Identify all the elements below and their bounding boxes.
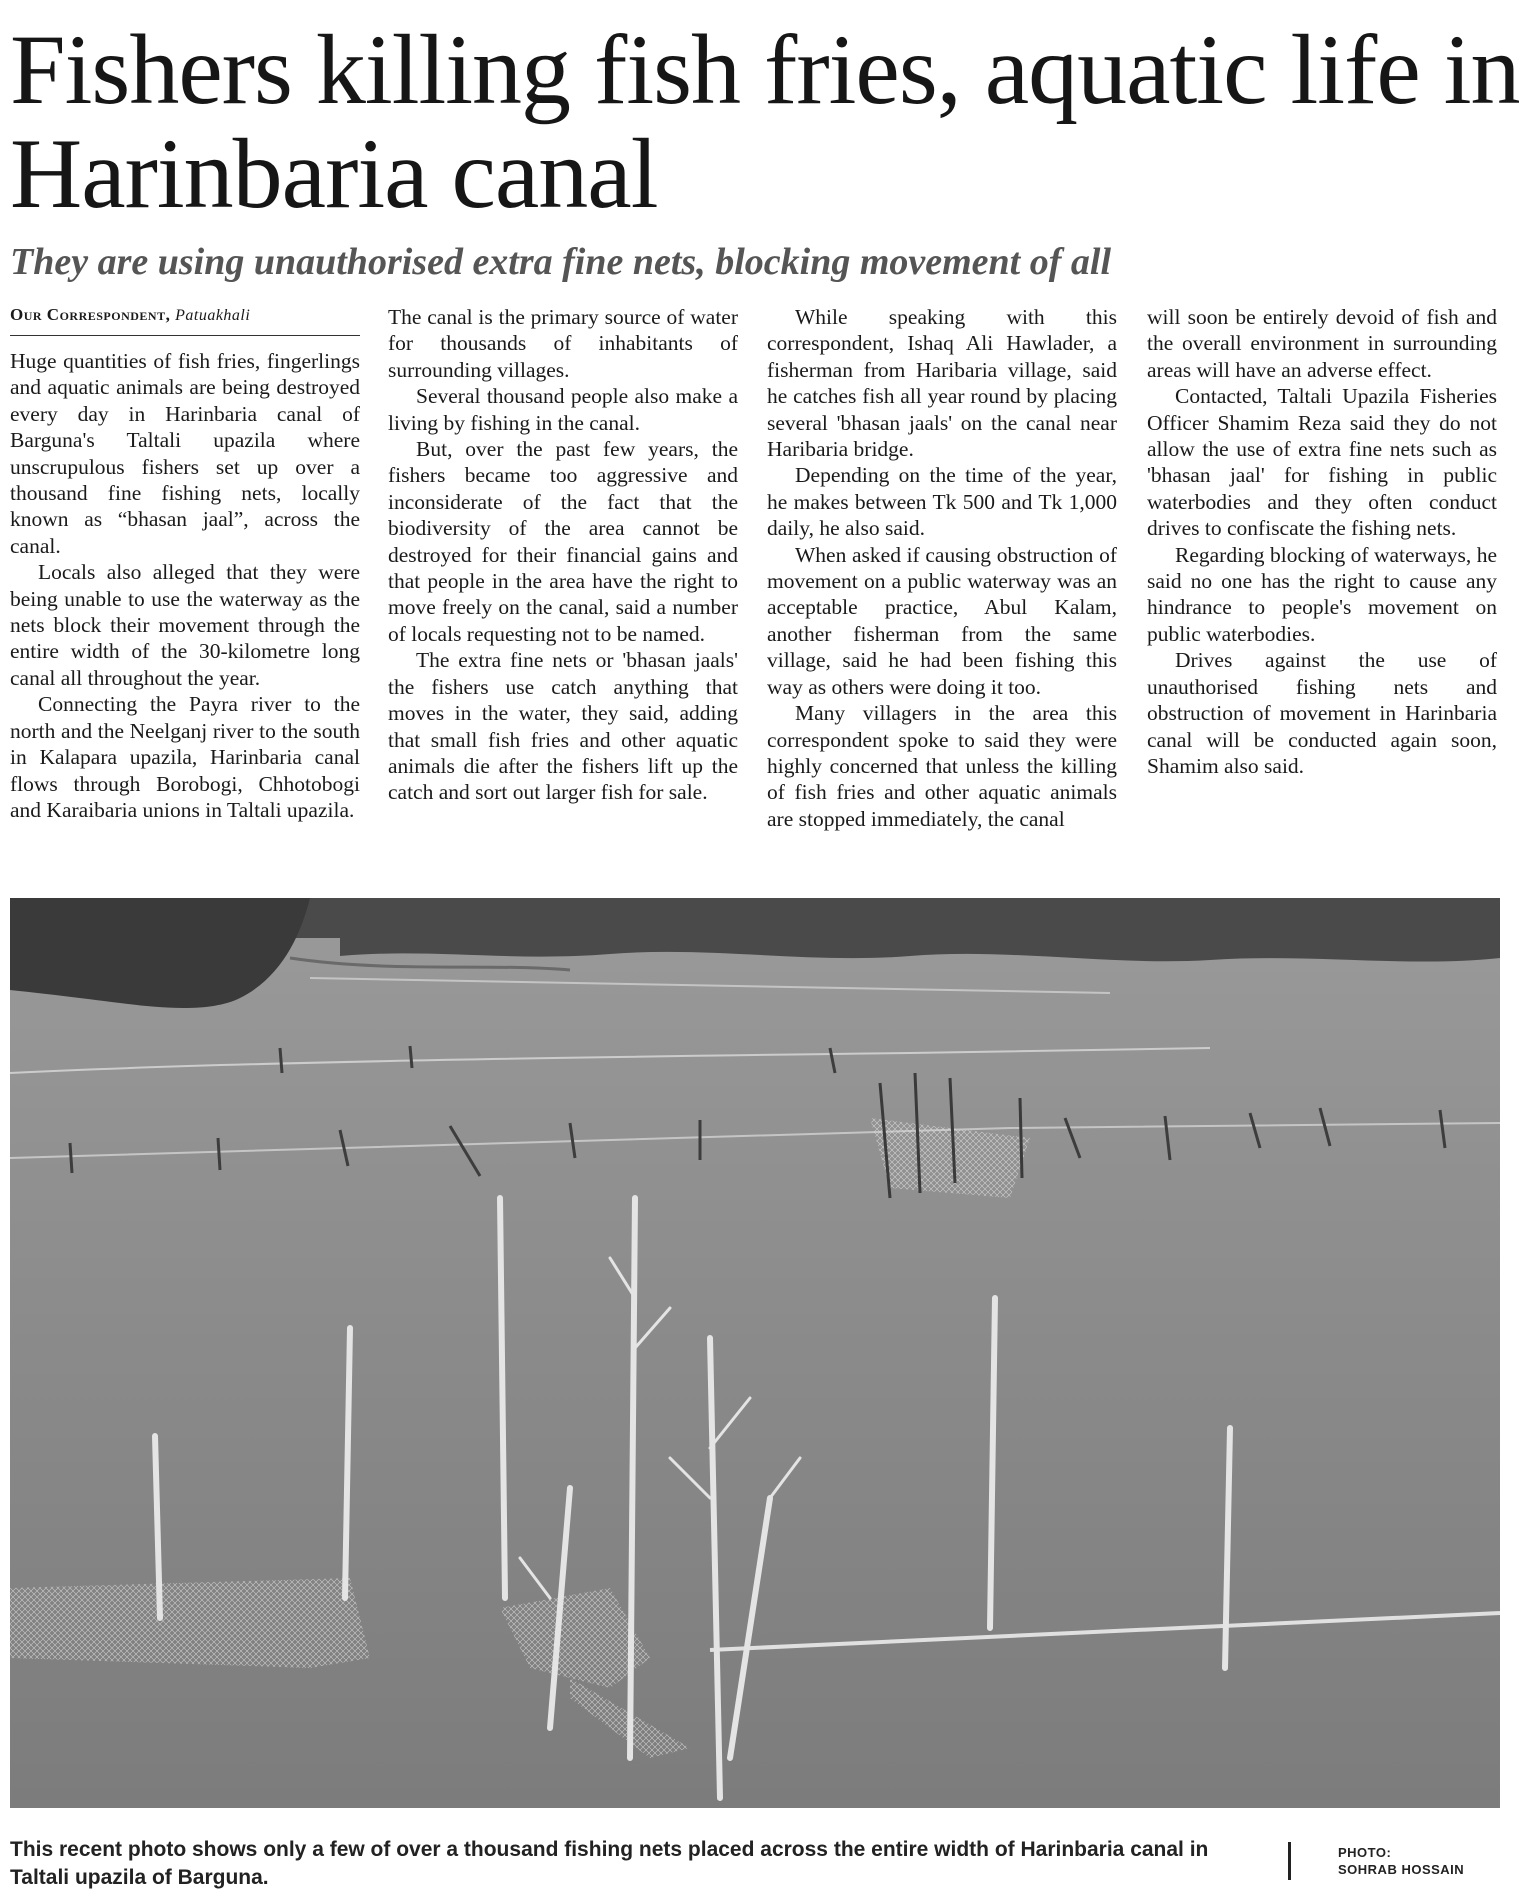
paragraph: Drives against the use of unauthorised fishing nets and obstruction of movement in Harinbaria canal will be conducted again soon, Shamim also said. (1147, 648, 1497, 778)
left-net (10, 1578, 370, 1668)
photo-caption: This recent photo shows only a few of over a thousand fishing nets placed across the entire width of Harinbaria canal in Taltali upazila of Barguna. (10, 1838, 1209, 1889)
paragraph: will soon be entirely devoid of fish and the overall environment in surrounding areas will have an adverse effect. (1147, 305, 1497, 382)
paragraph: The extra fine nets or 'bhasan jaals' the fishers use catch anything that moves in the water, they said, adding that small fish fries and other aquatic animals die after the fishers lift up the catch and sort out larger fish for sale. (388, 648, 738, 805)
photo-credit-name: SOHRAB HOSSAIN (1338, 1862, 1465, 1877)
paragraph: Regarding blocking of waterways, he said no one has the right to cause any hindrance to people's movement on public waterbodies. (1147, 542, 1497, 646)
paragraph: Depending on the time of the year, he makes between Tk 500 and Tk 1,000 daily, he also said. (767, 463, 1117, 541)
article-column-2 (388, 304, 738, 876)
paragraph: Locals also alleged that they were being unable to use the waterway as the nets block their movement through the entire width of the 30-kilometre long canal all throughout the year. (10, 560, 360, 690)
article-body (0, 304, 1535, 876)
paragraph: Huge quantities of fish fries, fingerlings and aquatic animals are being destroyed every day in Harinbaria canal of Barguna's Taltali upazila where unscrupulous fishers set up over a thousand fine fishing nets, locally known as “bhasan jaal”, across the canal. (10, 349, 360, 558)
credit-divider (1288, 1842, 1291, 1880)
headline: Fishers killing fish fries, aquatic life in Harinbaria canal (10, 14, 1520, 229)
byline-place: Patuakhali (175, 307, 251, 324)
paragraph: Connecting the Payra river to the north and the Neelganj river to the south in Kalapara upazila, Harinbaria canal flows through Borobogi, Chhotobogi and Karaibaria unions in Taltali upazila. (10, 692, 360, 822)
canal-nets-illustration (10, 898, 1500, 1808)
canal-photo (10, 898, 1500, 1808)
byline (10, 304, 360, 336)
photo-credit (1338, 1844, 1528, 1878)
byline-author: Our Correspondent, (10, 305, 171, 324)
deck-subheadline: They are using unauthorised extra fine nets, blocking movement of all (10, 241, 1111, 283)
photo-credit-label: PHOTO: (1338, 1845, 1392, 1860)
article-column-4 (1147, 304, 1497, 876)
paragraph: Contacted, Taltali Upazila Fisheries Officer Shamim Reza said they do not allow the use of extra fine nets such as 'bhasan jaal' for fishing in public waterbodies and they often conduct drives to confiscate the fishing nets. (1147, 384, 1497, 541)
paragraph: Many villagers in the area this correspondent spoke to said they were highly concerned that unless the killing of fish fries and other aquatic animals are stopped immediately, the canal (767, 701, 1117, 831)
article-column-1 (10, 304, 360, 876)
paragraph: While speaking with this correspondent, Ishaq Ali Hawlader, a fisherman from Haribaria village, said he catches fish all year round by placing several 'bhasan jaals' on the canal near Haribaria bridge. (767, 305, 1117, 462)
paragraph: Several thousand people also make a living by fishing in the canal. (388, 384, 738, 435)
paragraph: When asked if causing obstruction of movement on a public waterway was an acceptable practice, Abul Kalam, another fisherman from the same village, said he had been fishing this way as others were doing it too. (767, 542, 1117, 699)
paragraph: But, over the past few years, the fishers became too aggressive and inconsiderate of the fact that the biodiversity of the area cannot be destroyed for their financial gains and that people in the area have the right to move freely on the canal, said a number of locals requesting not to be named. (388, 437, 738, 646)
water-surface (10, 898, 1500, 1808)
paragraph: The canal is the primary source of water for thousands of inhabitants of surrounding villages. (388, 305, 738, 382)
article-column-3 (767, 304, 1117, 876)
